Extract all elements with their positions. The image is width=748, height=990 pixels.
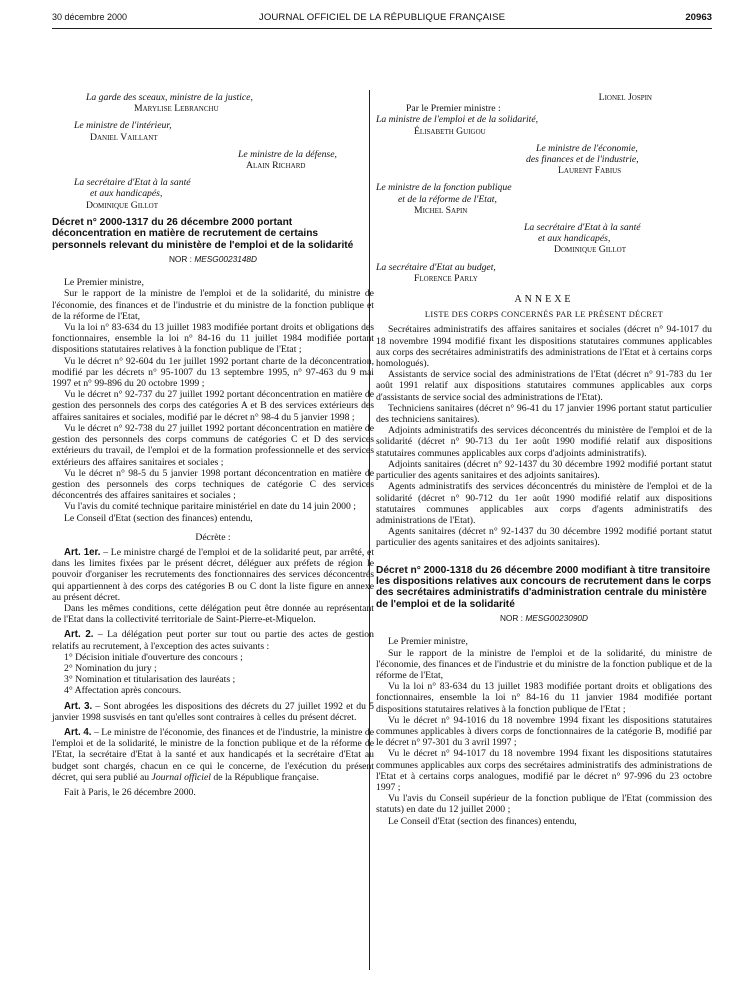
page-header <box>52 12 712 26</box>
left-column <box>52 92 374 798</box>
signature-role: et de la réforme de l'Etat, <box>398 193 497 205</box>
paragraph: Le Conseil d'Etat (section des finances) entendu, <box>388 815 577 827</box>
signature-economie <box>376 143 712 177</box>
nor-code: MESG0023090D <box>525 613 589 624</box>
signature-name: Marylise Lebranchu <box>134 103 219 115</box>
list-item: 2° Nomination du jury ; <box>64 662 157 674</box>
article-label: Art. 2. <box>64 629 94 641</box>
paragraph: Le Premier ministre, <box>64 277 144 289</box>
nor-code: MESG0023148D <box>194 254 258 265</box>
signature-justice <box>52 92 374 114</box>
paragraph: Vu la loi n° 83-634 du 13 juillet 1983 modifiée portant droits et obligations des fonctionnaires, ensemble la loi n° 84-16 du 11 janvier 1984 modifiée portant dispositions statutaires relatives à la fonction publique de l'Etat ; <box>376 681 712 715</box>
signature-role: La garde des sceaux, ministre de la justice, <box>86 92 253 103</box>
paragraph: Vu l'avis du comité technique paritaire ministériel en date du 14 juin 2000 ; <box>64 501 356 513</box>
paragraph: Vu le décret n° 92-604 du 1er juillet 1992 portant charte de la déconcentration, modifié par les décrets n° 95-1007 du 13 septembre 1995, n° 97-463 du 9 mai 1997 et n° 99-896 du 20 octobre 1999 ; <box>52 355 374 390</box>
signature-role: Le ministre de l'économie, <box>536 142 638 154</box>
signature-role: des finances et de l'industrie, <box>526 154 639 166</box>
signature-name: Laurent Fabius <box>558 165 622 177</box>
annexe-item: Adjoints sanitaires (décret n° 92-1437 du 30 décembre 1992 modifié portant statut particulier des agents sanitaires et des adjoints sanitaires). <box>376 458 712 482</box>
signature-name: Dominique Gillot <box>86 199 159 211</box>
paragraph: Vu le décret n° 92-737 du 27 juillet 1992 portant déconcentration en matière de gestion des personnels des corps des catégories A et B des services extérieurs des affaires sanitaires et sociales, modifié par le décret n° 98-4 du 5 janvier 1998 ; <box>52 389 374 423</box>
paragraph: Sur le rapport de la ministre de l'emploi et de la solidarité, du ministre de l'économie, des finances et de l'industrie et du ministre de la fonction publique et de la réforme de l'Etat, <box>376 647 712 681</box>
paragraph: Sur le rapport de la ministre de l'emploi et de la solidarité, du ministre de l'économie, des finances et de l'industrie et du ministre de la fonction publique et de la réforme de l'Etat, <box>52 288 374 322</box>
list-item: 4° Affectation après concours. <box>64 685 182 697</box>
nor-label: NOR : <box>499 613 523 624</box>
nor-reference <box>52 254 374 265</box>
article-2 <box>52 629 374 651</box>
decrete-heading: Décrète : <box>195 531 231 543</box>
signature-role: Le ministre de la fonction publique <box>376 182 512 194</box>
paragraph: Vu la loi n° 83-634 du 13 juillet 1983 modifiée portant droits et obligations des fonctionnaires, ensemble la loi n° 84-16 du 11 juillet 1984 modifiée portant dispositions statutaires relatives à la fonction publique de l'Etat ; <box>52 322 374 356</box>
article-text: – La délégation peut porter sur tout ou partie des actes de gestion relatifs au recrutement, à l'exception des actes suivants : <box>52 629 374 652</box>
header-rule <box>52 28 712 29</box>
signature-name: Alain Richard <box>246 160 306 172</box>
signature-fonction-publique <box>376 182 712 216</box>
paragraph: Vu l'avis du Conseil supérieur de la fonction publique de l'Etat (commission des statuts) en date du 12 juillet 2000 ; <box>376 793 712 816</box>
right-column <box>376 92 712 827</box>
signature-budget <box>376 262 712 284</box>
article-1 <box>52 547 374 603</box>
article-text: – Sont abrogées les dispositions des décrets du 27 juillet 1992 et du 5 janvier 1998 susvisés en tant qu'elles sont contraires à celles du présent décret. <box>52 700 375 723</box>
signature-interieur <box>52 120 374 142</box>
signature-role: Le ministre de la défense, <box>238 148 337 160</box>
pm-label: Par le Premier ministre : <box>406 103 501 115</box>
paragraph: Le Conseil d'Etat (section des finances) entendu, <box>64 512 253 524</box>
signature-role: La secrétaire d'Etat à la santé <box>74 177 191 189</box>
article-label: Art. 1er. <box>64 546 101 558</box>
signature-emploi <box>376 114 712 136</box>
annexe-item: Adjoints administratifs des services déconcentrés du ministère de l'emploi et de la solidarité (décret n° 90-713 du 1er août 1990 modifié relatif aux dispositions statutaires communes applicables aux corps d'adjoints administratifs). <box>376 425 712 459</box>
signature-sante <box>376 222 712 256</box>
paragraph: Vu le décret n° 94-1017 du 18 novembre 1994 fixant les dispositions statutaires communes applicables aux corps des secrétaires administratifs des administrations de l'Etat et à certains corps analogues, modifié par le décret n° 97-996 du 23 octobre 1997 ; <box>376 748 712 793</box>
signature-sante <box>52 177 374 211</box>
annexe-subheading: LISTE DES CORPS CONCERNÉS PAR LE PRÉSENT DÉCRET <box>424 310 664 320</box>
article-text-end: de la République française. <box>213 771 319 783</box>
list-item: 1° Décision initiale d'ouverture des concours ; <box>64 651 243 663</box>
annexe-item: Agents administratifs des services déconcentrés du ministère de l'emploi et de la solidarité (décret n° 90-712 du 1er août 1990 modifié relatif aux dispositions statutaires communes applicables aux corps d'agents administratifs des administrations de l'Etat). <box>376 481 712 526</box>
signature-name: Michel Sapin <box>414 204 468 216</box>
pm-signature-name: Lionel Jospin <box>598 92 652 103</box>
signature-role: Le ministre de l'intérieur, <box>74 120 172 132</box>
signature-role: La secrétaire d'Etat au budget, <box>376 261 496 273</box>
nor-reference <box>376 613 712 624</box>
header-date: 30 décembre 2000 <box>52 12 128 22</box>
annexe-heading: ANNEXE <box>514 294 574 306</box>
signature-name: Dominique Gillot <box>554 244 627 256</box>
article-text: – Le ministre chargé de l'emploi et de la solidarité peut, par arrêté, et dans les limites fixées par le présent décret, déléguer aux préfets de région le pouvoir d'organiser les recrutements des fonctionnaires des services déconcentrés qui appartiennent à des corps des catégories B ou C dont la liste figure en annexe au présent décret. <box>52 546 375 603</box>
article-text: – Le ministre de l'économie, des finances et de l'industrie, la ministre de l'emploi et de la solidarité, le ministre de la fonction publique et de la réforme de l'Etat, la secrétaire d'Etat à la santé et aux handicapés et la secrétaire d'Etat au budget sont chargés, chacun en ce qui le concerne, de l'exécution du présent décret, qui sera publié au <box>52 726 374 783</box>
journal-officiel-ref: Journal officiel <box>151 771 211 783</box>
paragraph: Vu le décret n° 94-1016 du 18 novembre 1994 fixant les dispositions statutaires communes applicables à divers corps de fonctionnaires de la catégorie B, modifié par le décret n° 97-301 du 3 avril 1997 ; <box>376 714 712 749</box>
fait-a-paris: Fait à Paris, le 26 décembre 2000. <box>64 786 196 798</box>
paragraph: Vu le décret n° 98-5 du 5 janvier 1998 portant déconcentration en matière de gestion des personnels des corps techniques de catégorie C des services déconcentrés des affaires sanitaires et sociales ; <box>52 467 374 502</box>
article-4 <box>52 727 374 783</box>
header-title: JOURNAL OFFICIEL DE LA RÉPUBLIQUE FRANÇAISE <box>258 12 506 23</box>
decree-title: Décret n° 2000-1317 du 26 décembre 2000 portant déconcentration en matière de recrutement de certains personnels relevant du ministère de l'emploi et de la solidarité <box>52 216 354 251</box>
paragraph: Le Premier ministre, <box>388 636 468 648</box>
paragraph: Dans les mêmes conditions, cette délégation peut être donnée au représentant de l'Etat dans la collectivité territoriale de Saint-Pierre-et-Miquelon. <box>52 602 374 626</box>
signature-name: Florence Parly <box>414 272 478 284</box>
signature-role: et aux handicapés, <box>90 188 163 200</box>
article-label: Art. 4. <box>64 726 92 738</box>
signature-name: Daniel Vaillant <box>90 131 158 143</box>
annexe-item: Techniciens sanitaires (décret n° 96-41 du 17 janvier 1996 portant statut particulier des techniciens sanitaires). <box>376 402 712 426</box>
decree-title: Décret n° 2000-1318 du 26 décembre 2000 modifiant à titre transitoire les dispositions relatives aux concours de recrutement dans le corps des secrétaires administratifs d'administration centrale du ministère de l'emploi et de la solidarité <box>376 564 712 610</box>
annexe-item: Secrétaires administratifs des affaires sanitaires et sociales (décret n° 94-1017 du 18 novembre 1994 modifié fixant les dispositions statutaires communes applicables aux corps des secrétaires administratifs des administrations de l'Etat et à certains corps homologués). <box>376 324 712 370</box>
signature-defense <box>52 149 374 171</box>
annexe-item: Agents sanitaires (décret n° 92-1437 du 30 décembre 1992 modifié portant statut particulier des agents sanitaires et des adjoints sanitaires). <box>376 526 712 549</box>
article-3 <box>52 701 374 723</box>
annexe-item: Assistants de service social des administrations de l'Etat (décret n° 91-783 du 1er août 1991 relatif aux dispositions statutaires communes applicables aux corps d'assistants de service social des administrations de l'Etat). <box>376 369 712 403</box>
header-page-number: 20963 <box>685 12 712 23</box>
signature-name: Élisabeth Guigou <box>414 125 486 137</box>
signature-role: et aux handicapés, <box>538 233 611 245</box>
list-item: 3° Nomination et titularisation des lauréats ; <box>64 674 236 686</box>
paragraph: Vu le décret n° 92-738 du 27 juillet 1992 portant déconcentration en matière de gestion des personnels des corps communs de catégories C et D des services extérieurs du travail, de l'emploi et de la formation professionnelle et des services extérieurs des affaires sanitaires et sociales ; <box>52 422 374 468</box>
signature-role: La secrétaire d'Etat à la santé <box>524 222 641 234</box>
signature-role: La ministre de l'emploi et de la solidarité, <box>376 114 539 126</box>
article-label: Art. 3. <box>64 700 93 712</box>
nor-label: NOR : <box>168 254 192 265</box>
